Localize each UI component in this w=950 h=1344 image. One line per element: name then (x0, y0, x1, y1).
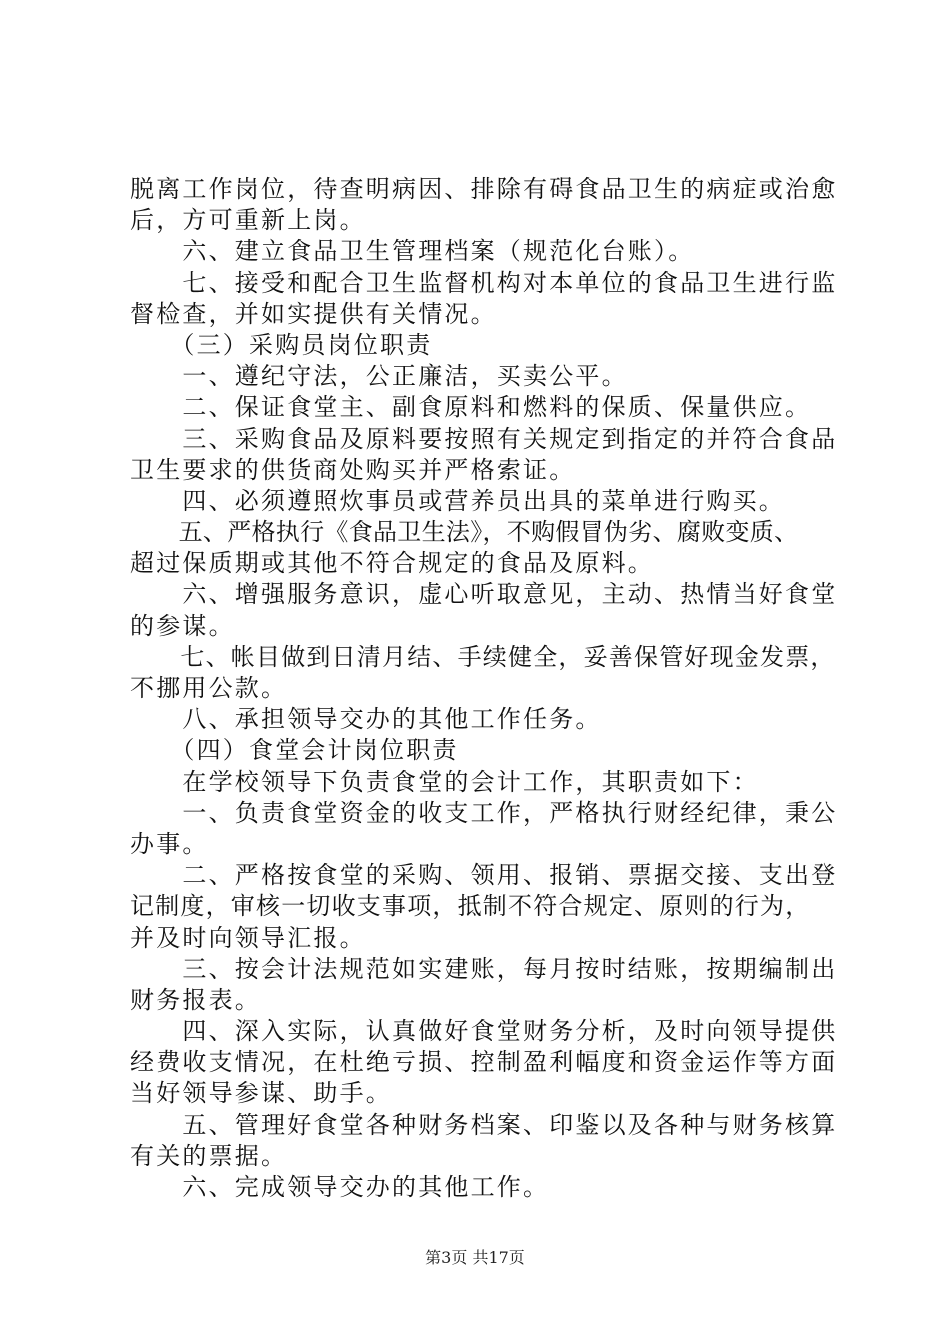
text-line: 五、管理好食堂各种财务档案、印鉴以及各种与财务核算 (130, 1110, 838, 1139)
page-footer: 第3页 共17页 (425, 1248, 525, 1267)
text-line: 三、按会计法规范如实建账，每月按时结账，按期编制出 (130, 954, 838, 983)
text-line: 五、严格执行《食品卫生法》，不购假冒伪劣、腐败变质、 (130, 518, 799, 547)
text-line: 七、接受和配合卫生监督机构对本单位的食品卫生进行监 (130, 268, 838, 297)
text-line: 记制度，审核一切收支事项，抵制不符合规定、原则的行为， (130, 892, 811, 921)
text-line: 后，方可重新上岗。 (130, 206, 366, 235)
text-line: 八、承担领导交办的其他工作任务。 (130, 705, 602, 734)
text-line: 一、负责食堂资金的收支工作，严格执行财经纪律，秉公 (130, 798, 838, 827)
text-line: 六、增强服务意识，虚心听取意见，主动、热情当好食堂 (130, 580, 838, 609)
text-line: 四、必须遵照炊事员或营养员出具的菜单进行购买。 (130, 486, 785, 515)
text-line: 经费收支情况，在杜绝亏损、控制盈利幅度和资金运作等方面 (130, 1048, 838, 1077)
text-line: 三、采购食品及原料要按照有关规定到指定的并符合食品 (130, 424, 838, 453)
text-line: 卫生要求的供货商处购买并严格索证。 (130, 455, 576, 484)
text-line: 七、帐目做到日清月结、手续健全，妥善保管好现金发票， (130, 642, 836, 671)
text-line: 超过保质期或其他不符合规定的食品及原料。 (130, 549, 654, 578)
text-line: 不挪用公款。 (130, 674, 288, 702)
text-line: 当好领导参谋、助手。 (130, 1079, 392, 1108)
text-line: 有关的票据。 (130, 1141, 288, 1170)
text-line: 在学校领导下负责食堂的会计工作，其职责如下： (130, 767, 759, 796)
text-line: 督检查，并如实提供有关情况。 (130, 299, 497, 328)
section-heading: （三）采购员岗位职责 (130, 330, 433, 359)
text-line: 六、建立食品卫生管理档案（规范化台账）。 (130, 237, 695, 266)
document-body (130, 174, 838, 1203)
text-line: 财务报表。 (130, 985, 261, 1014)
text-line: 二、保证食堂主、副食原料和燃料的保质、保量供应。 (130, 393, 812, 422)
text-line: 一、遵纪守法，公正廉洁，买卖公平。 (130, 362, 628, 391)
text-line: 的参谋。 (130, 611, 235, 640)
text-line: 并及时向领导汇报。 (130, 923, 366, 952)
text-line: 六、完成领导交办的其他工作。 (130, 1173, 550, 1201)
section-heading: （四）食堂会计岗位职责 (130, 736, 459, 765)
text-line: 脱离工作岗位，待查明病因、排除有碍食品卫生的病症或治愈 (130, 175, 838, 203)
text-line: 二、严格按食堂的采购、领用、报销、票据交接、支出登 (130, 861, 838, 890)
text-line: 办事。 (130, 829, 209, 858)
text-line: 四、深入实际，认真做好食堂财务分析，及时向领导提供 (130, 1017, 838, 1046)
